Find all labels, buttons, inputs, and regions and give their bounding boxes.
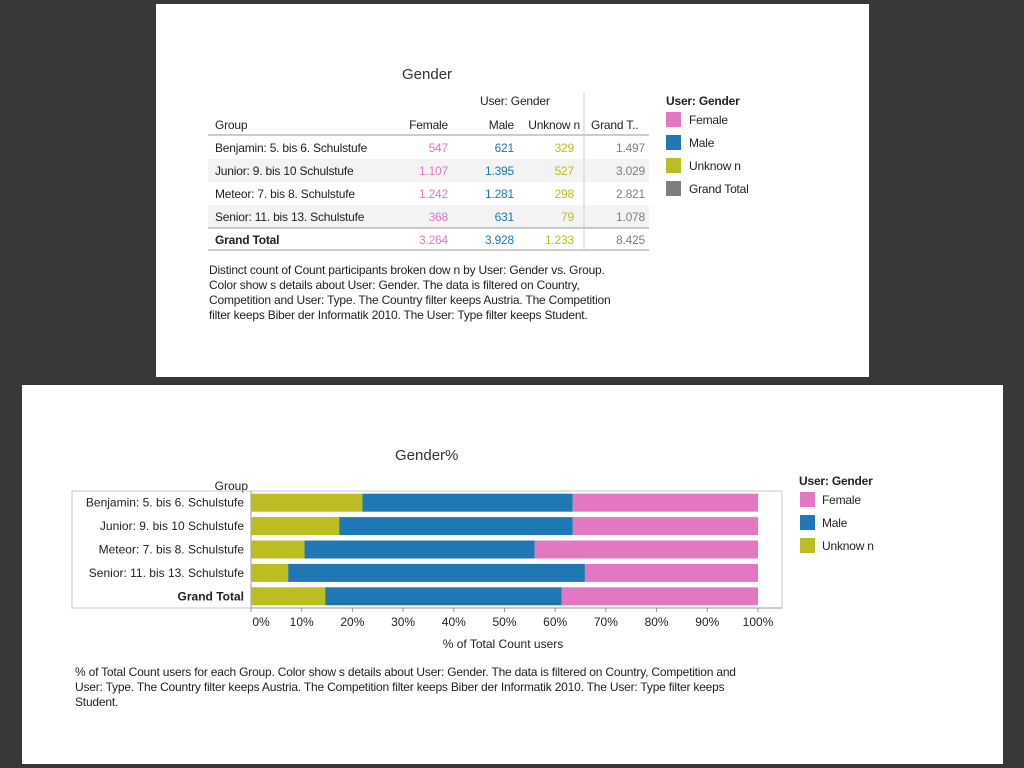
x-tick-label: 50% — [492, 615, 517, 629]
table-cell-total: 2.821 — [615, 187, 645, 201]
table-cell-female: 547 — [428, 141, 448, 155]
table-caption — [209, 263, 610, 323]
x-tick-label: 60% — [543, 615, 568, 629]
table-cell-female: 1.107 — [418, 164, 448, 178]
table-cell-total: 3.029 — [615, 164, 645, 178]
col-header-male: Male — [488, 118, 514, 132]
bar-segment-unknown — [251, 541, 305, 559]
table-cell-unknown: 1.233 — [544, 233, 574, 247]
chart-title: Gender% — [395, 447, 459, 464]
legend-label-female: Female — [689, 113, 728, 127]
x-tick-label: 100% — [742, 615, 774, 629]
table-cell-unknown: 527 — [554, 164, 574, 178]
legend-swatch-male — [666, 135, 681, 150]
chart-caption — [75, 665, 736, 710]
bar-segment-female — [562, 587, 758, 605]
table-header-group: User: Gender — [480, 94, 550, 108]
table-cell-total: 8.425 — [615, 233, 645, 247]
bar-segment-unknown — [251, 494, 362, 512]
table-row-label: Junior: 9. bis 10 Schulstufe — [215, 164, 354, 178]
col-header-unknown: Unknow n — [528, 118, 580, 132]
legend-swatch-female — [666, 112, 681, 127]
bar-segment-unknown — [251, 587, 325, 605]
table-cell-male: 621 — [494, 141, 514, 155]
table-cell-male: 1.281 — [484, 187, 514, 201]
chart-panel — [22, 385, 1003, 764]
bar-segment-male — [325, 587, 561, 605]
x-tick-label: 90% — [695, 615, 720, 629]
bar-segment-unknown — [251, 564, 288, 582]
table-cell-total: 1.497 — [615, 141, 645, 155]
table-title: Gender — [402, 66, 453, 83]
chart-legend-title: User: Gender — [799, 474, 873, 488]
bar-segment-male — [305, 541, 535, 559]
table-caption-line: Distinct count of Count participants broken dow n by User: Gender vs. Group. — [209, 263, 605, 277]
bar-segment-male — [362, 494, 572, 512]
table-cell-total: 1.078 — [615, 210, 645, 224]
x-tick-label: 20% — [340, 615, 365, 629]
table-panel — [156, 4, 869, 377]
chart-legend-label-male: Male — [822, 516, 848, 530]
legend-label-male: Male — [689, 136, 715, 150]
y-axis-title: Group — [214, 479, 248, 493]
y-tick-label: Meteor: 7. bis 8. Schulstufe — [98, 542, 244, 557]
table-caption-line: Competition and User: Type. The Country filter keeps Austria. The Competition — [209, 293, 611, 307]
chart-caption-line: % of Total Count users for each Group. Color show s details about User: Gender. The data is filtered on Country, Competition and — [75, 665, 736, 679]
x-tick-label: 30% — [391, 615, 416, 629]
table-caption-line: filter keeps Biber der Informatik 2010. The User: Type filter keeps Student. — [209, 308, 588, 322]
x-tick-label: 40% — [441, 615, 466, 629]
col-header-female: Female — [409, 118, 448, 132]
x-tick-label: 70% — [593, 615, 618, 629]
legend-swatch-grand-total — [666, 181, 681, 196]
bar-segment-male — [288, 564, 585, 582]
legend-label-unknown: Unknow n — [689, 159, 741, 173]
bar-segment-female — [585, 564, 758, 582]
x-axis-title: % of Total Count users — [442, 637, 564, 651]
table-cell-male: 631 — [494, 210, 514, 224]
table-cell-female: 3.264 — [418, 233, 448, 247]
bar-segment-female — [535, 541, 758, 559]
table-row-label: Meteor: 7. bis 8. Schulstufe — [215, 187, 355, 201]
chart-caption-line: User: Type. The Country filter keeps Austria. The Competition filter keeps Biber der Informatik 2010. The User: Type filter keeps — [75, 680, 725, 694]
table-row-header: Group — [215, 118, 248, 132]
table-cell-male: 3.928 — [484, 233, 514, 247]
chart-legend-swatch-female — [800, 492, 815, 507]
table-cell-unknown: 329 — [554, 141, 574, 155]
chart-legend-swatch-unknown — [800, 538, 815, 553]
bar-segment-unknown — [251, 517, 339, 535]
table-row-label: Benjamin: 5. bis 6. Schulstufe — [215, 141, 368, 155]
table-cell-male: 1.395 — [484, 164, 514, 178]
y-tick-label: Benjamin: 5. bis 6. Schulstufe — [85, 495, 244, 510]
x-tick-label: 0% — [252, 615, 270, 629]
y-tick-label: Junior: 9. bis 10 Schulstufe — [99, 519, 244, 534]
table-cell-unknown: 298 — [554, 187, 574, 201]
bar-segment-male — [339, 517, 573, 535]
x-tick-label: 80% — [644, 615, 669, 629]
table-cell-female: 368 — [428, 210, 448, 224]
col-header-total: Grand T.. — [591, 118, 639, 132]
chart-legend-label-female: Female — [822, 493, 861, 507]
table-legend-title: User: Gender — [666, 94, 740, 108]
table-row-label: Senior: 11. bis 13. Schulstufe — [215, 210, 365, 224]
table-cell-female: 1.242 — [418, 187, 448, 201]
bar-segment-female — [573, 517, 758, 535]
chart-legend-label-unknown: Unknow n — [822, 539, 874, 553]
chart-legend-swatch-male — [800, 515, 815, 530]
x-tick-label: 10% — [289, 615, 314, 629]
chart-caption-line: Student. — [75, 695, 119, 709]
table-cell-unknown: 79 — [561, 210, 574, 224]
bar-segment-female — [573, 494, 758, 512]
legend-label-grand-total: Grand Total — [689, 182, 749, 196]
y-tick-label: Grand Total — [177, 589, 244, 604]
y-tick-label: Senior: 11. bis 13. Schulstufe — [88, 565, 244, 580]
table-row-label: Grand Total — [215, 233, 280, 247]
table-caption-line: Color show s details about User: Gender. The data is filtered on Country, — [209, 278, 580, 292]
legend-swatch-unknown — [666, 158, 681, 173]
